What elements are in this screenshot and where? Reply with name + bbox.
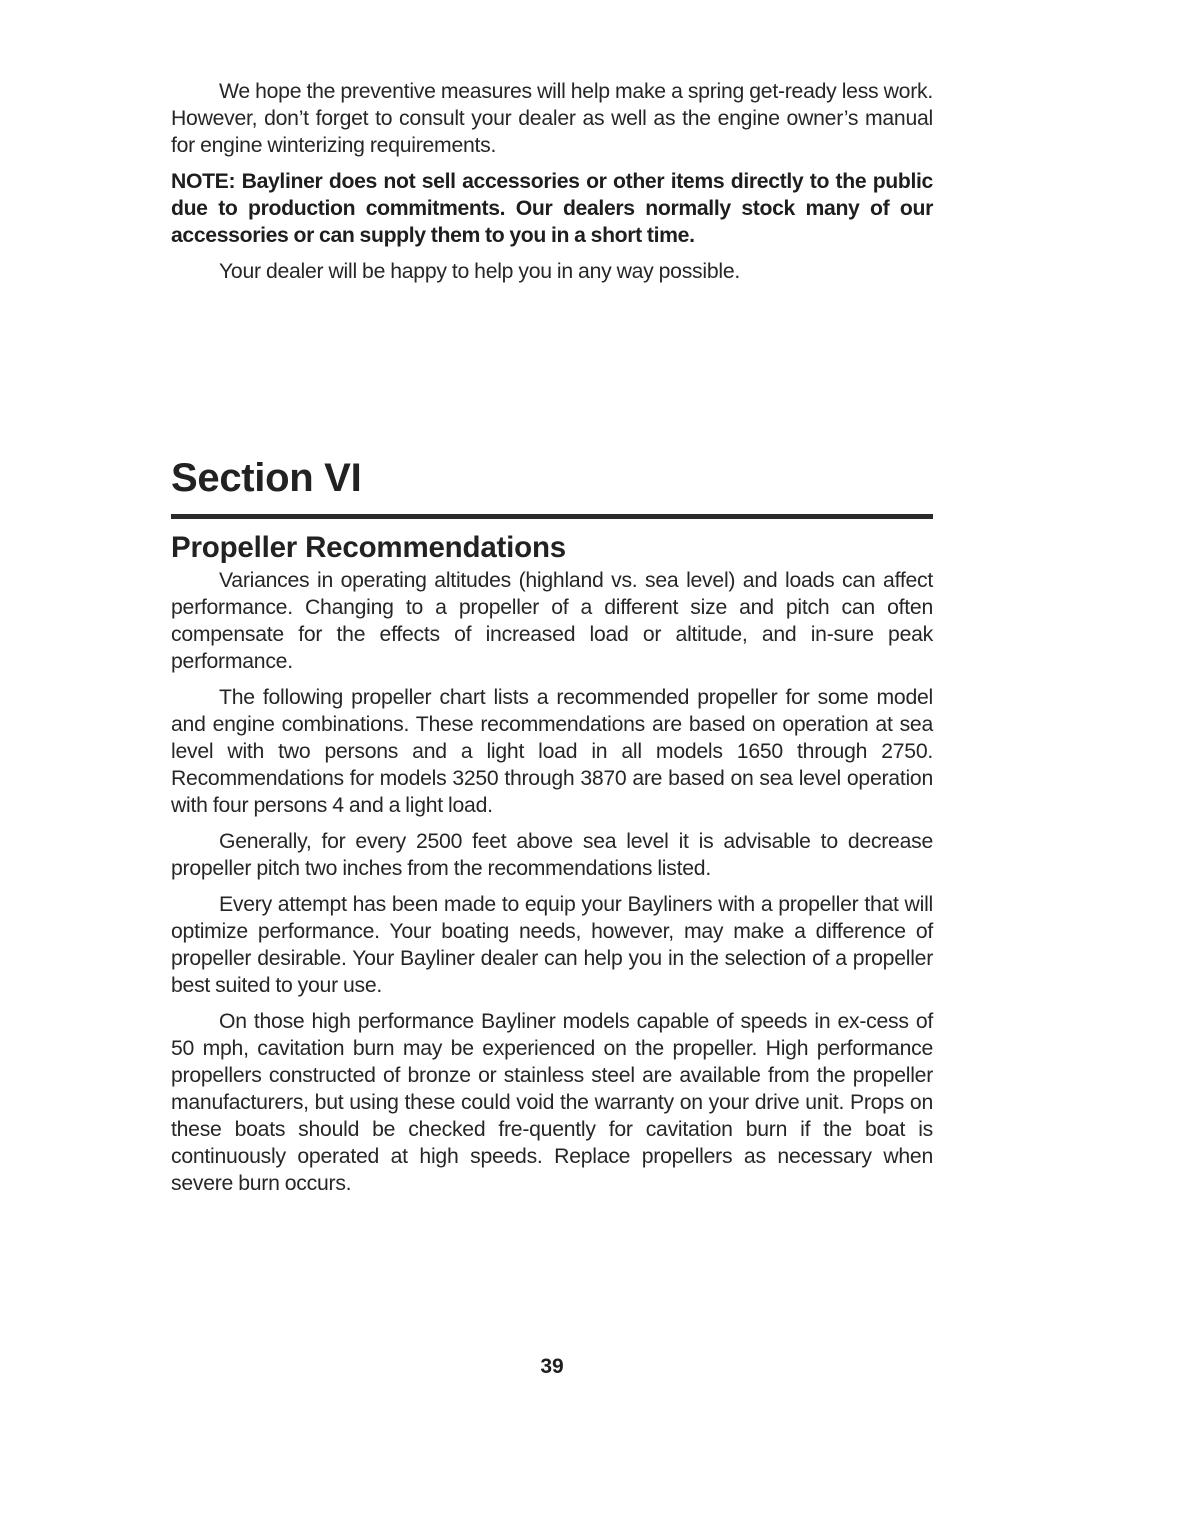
section-subtitle: Propeller Recommendations [171, 531, 566, 564]
body-paragraph: Variances in operating altitudes (highland vs. sea level) and loads can affect performance. Changing to a propeller of a different size and pitch can often compensate for the effects of increased load or altitude, and in-sure peak performance. [171, 569, 933, 673]
page-number: 39 [540, 1355, 564, 1378]
body-paragraph: On those high performance Bayliner models capable of speeds in ex-cess of 50 mph, cavitation burn may be experienced on the propeller. High performance propellers constructed of bronze or stainless steel are available from the propeller manufacturers, but using these could void the warranty on your drive unit. Props on these boats should be checked fre-quently for cavitation burn if the boat is continuously operated at high speeds. Replace propellers as necessary when severe burn occurs. [171, 1010, 933, 1195]
spacer [171, 285, 933, 454]
document-page [171, 78, 933, 1197]
section-divider [171, 514, 933, 519]
body-paragraph: The following propeller chart lists a recommended propeller for some model and engine combinations. These recommendations are based on operation at sea level with two persons and a light load in all models 1650 through 2750. Recommendations for models 3250 through 3870 are based on sea level operation with four persons 4 and a light load. [171, 686, 933, 817]
body-paragraph: Every attempt has been made to equip your Bayliners with a propeller that will optimize performance. Your boating needs, however, may make a difference of propeller desirable. Your Bayliner dealer can help you in the selection of a propeller best suited to your use. [171, 893, 933, 997]
dealer-paragraph: Your dealer will be happy to help you in any way possible. [219, 260, 741, 283]
body-paragraph: Generally, for every 2500 feet above sea level it is advisable to decrease propeller pitch two inches from the recommendations listed. [171, 830, 933, 880]
section-title: Section VI [171, 456, 362, 500]
note-paragraph: NOTE: Bayliner does not sell accessories or other items directly to the public due to production commitments. Our dealers normally stock many of our accessories or can supply them to you in a short time. [171, 170, 933, 247]
intro-paragraph: We hope the preventive measures will help make a spring get-ready less work. However, don’t forget to consult your dealer as well as the engine owner’s manual for engine winterizing requirements. [171, 80, 933, 157]
